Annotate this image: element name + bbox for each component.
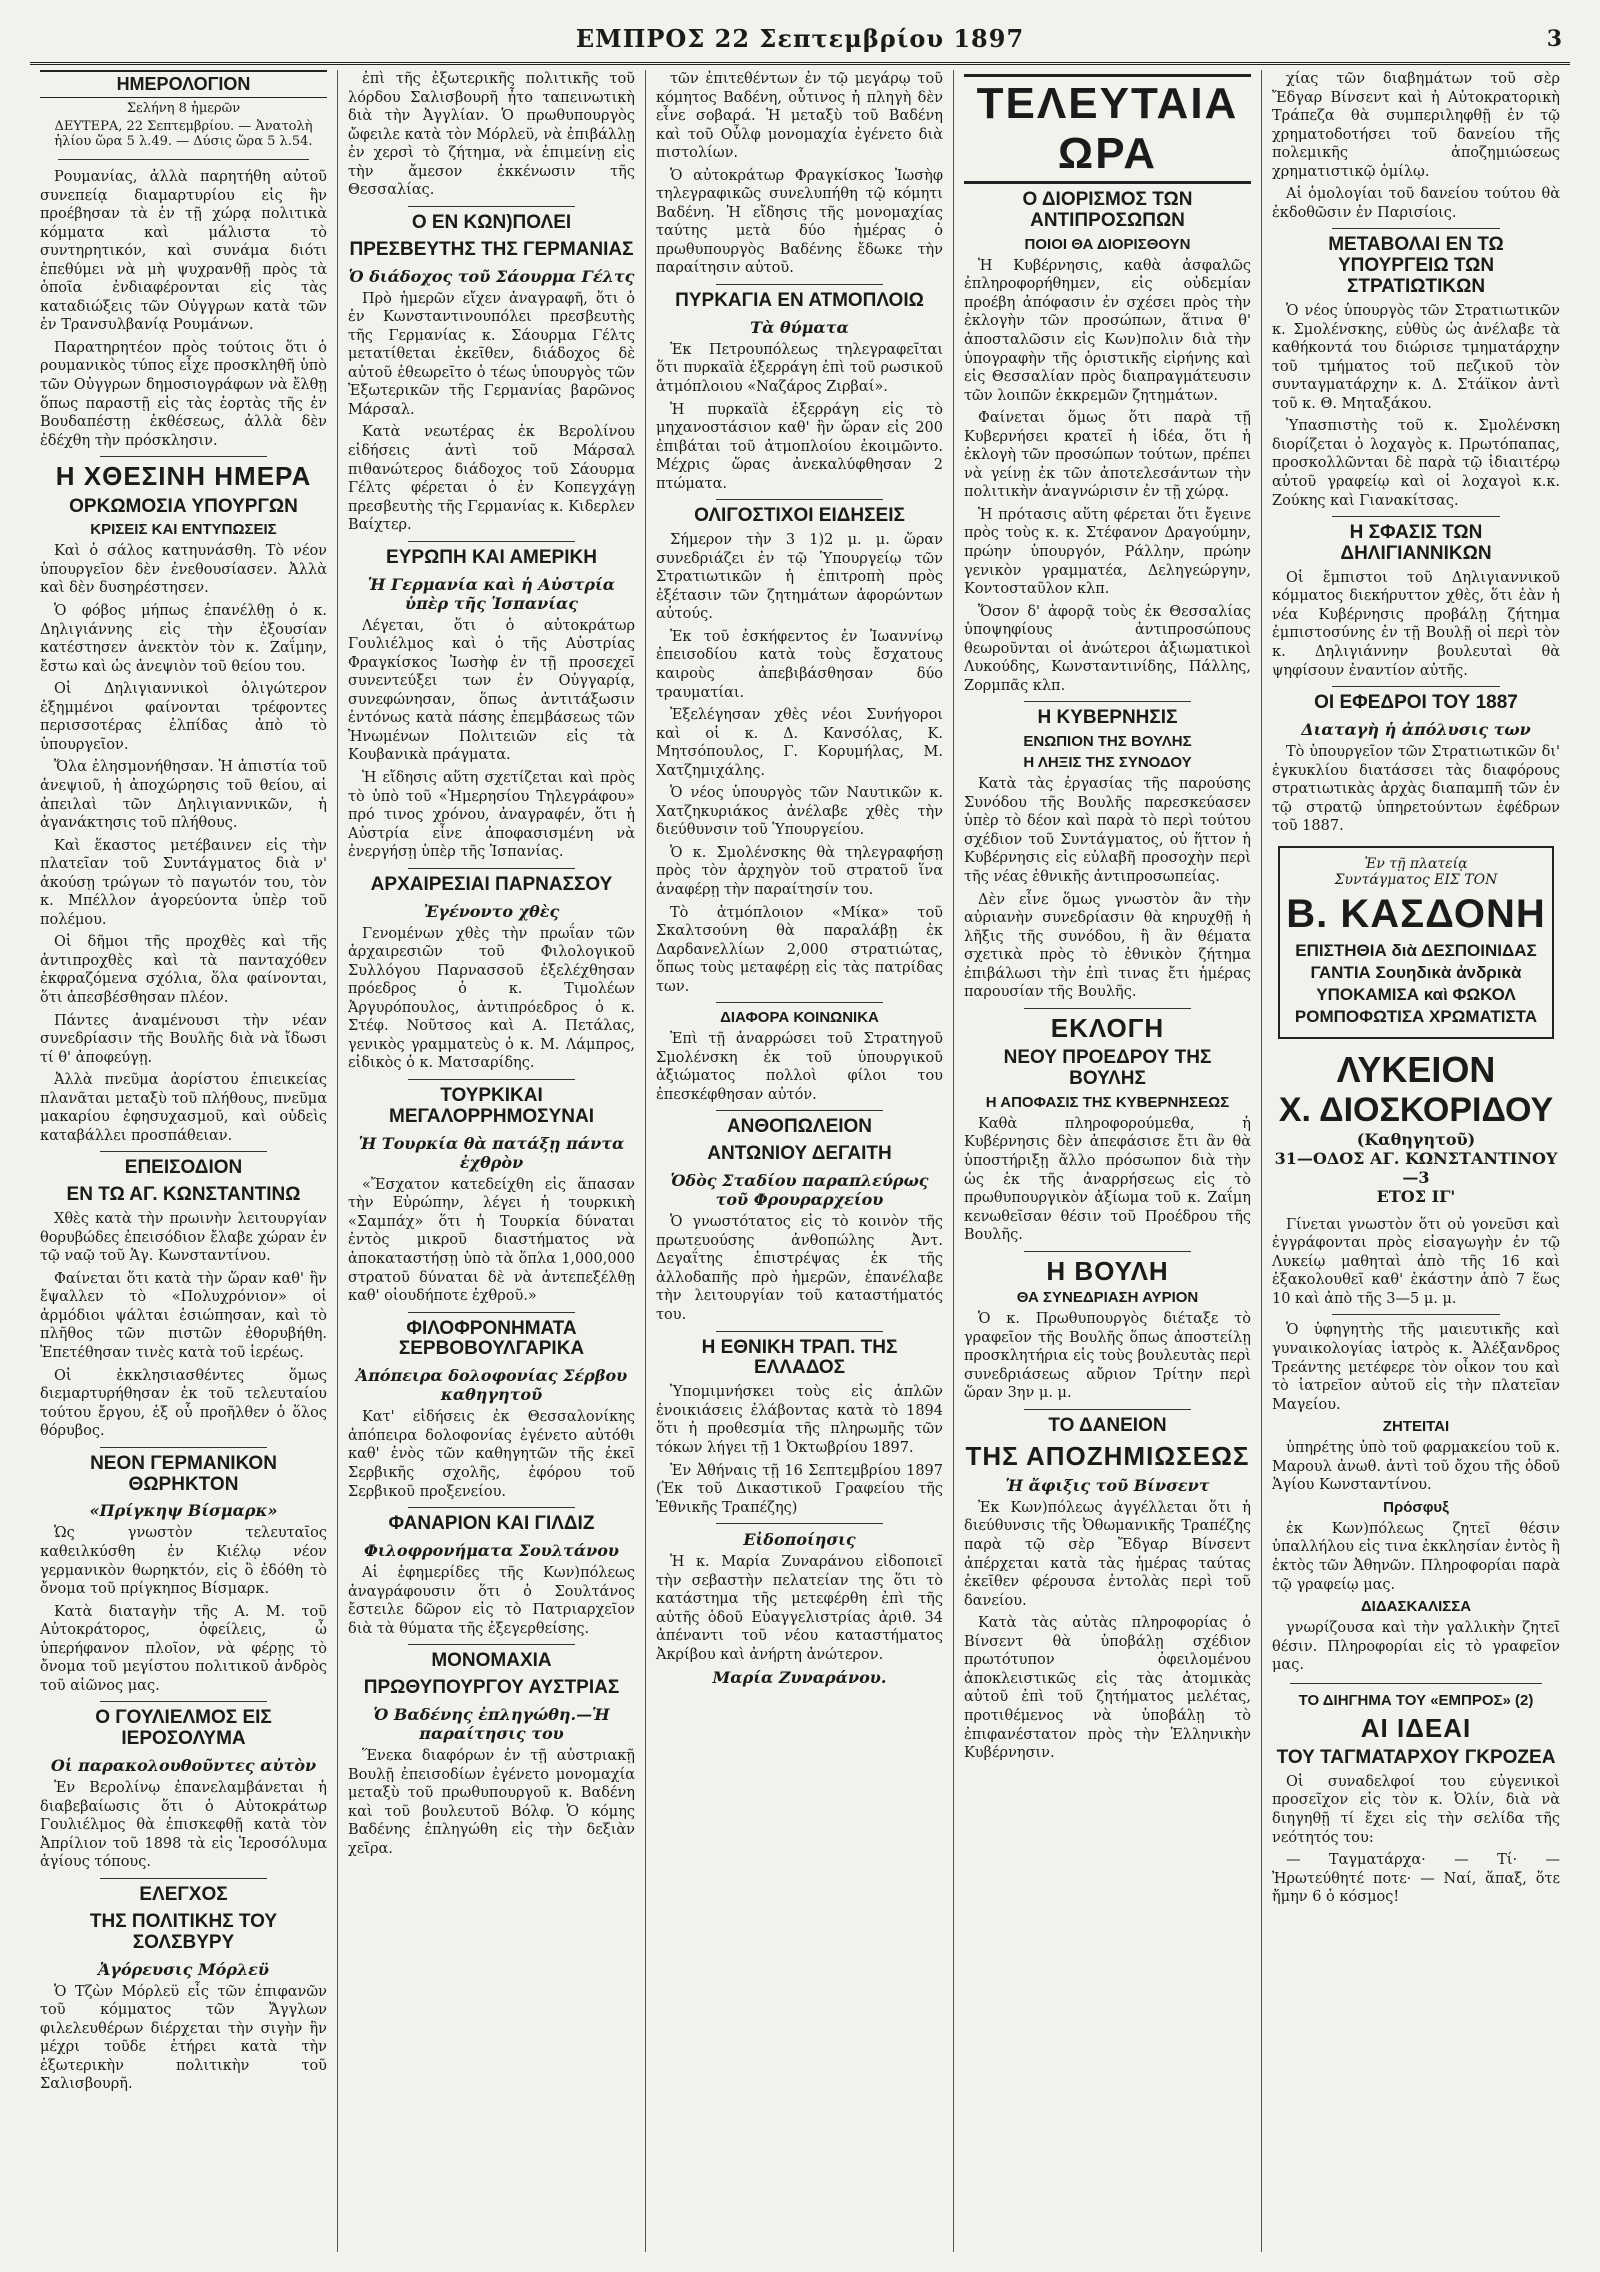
subhead-thymata: Τὰ θύματα — [750, 317, 849, 337]
article-text: Ἡ Κυβέρνησις, καθὰ ἀσφαλῶς ἐπληροφορήθημεν, εἰς οὐδεμίαν προέβη ἀπόφασιν ἐν σχέσει πρὸς τὴν ἐκλογὴν τῶν προσώπων, ἅτινα θ' ἀποσταλῶσιν εἰς Κων)πολιν διὰ τὴν ὑπογραφὴν τῆς ὁριστικῆς εἰρήνης καὶ εἰς Θεσσαλίαν πρὸς διαπραγμάτευσιν τῶν λοιπῶν ἐκκρεμῶν ζητημάτων. — [964, 257, 1251, 404]
headline-prothyp-aust: ΠΡΩΘΥΠΟΥΡΓΟΥ ΑΥΣΤΡΙΑΣ — [363, 1677, 620, 1699]
article-text: τῶν ἐπιτεθέντων ἐν τῷ μεγάρῳ τοῦ κόμητος Βαδένη, οὗτινος ἡ πληγὴ δὲν εἶνε σοβαρά. Ἡ μεταξὺ τοῦ Βαδένη καὶ τοῦ Οὗλφ μονομαχία ἐγένετο διὰ πιστολίων. — [656, 71, 943, 162]
divider — [716, 1002, 883, 1003]
subhead-synedriasi: ΘΑ ΣΥΝΕΔΡΙΑΣΗ ΑΥΡΙΟΝ — [1016, 1289, 1199, 1307]
headline-filofron: ΦΙΛΟΦΡΟΝΗΜΑΤΑ ΣΕΡΒΟΒΟΥΛΓΑΡΙΚΑ — [398, 1317, 585, 1360]
headline-teleftaia-ora: ΤΕΛΕΥΤΑΙΑ ΩΡΑ — [964, 74, 1251, 184]
article-text: Παρατηρητέον πρὸς τούτοις ὅτι ὁ ρουμανικὸς τύπος εἶχε προσκληθῆ ὑπὸ τῶν Οὐγγρων δημοσιογράφων νὰ ἔλθῃ ὅπως παραστῇ εἰς τὰς ἑορτὰς τῆς ἐν Βουδαπέστῃ ἐκθέσεως, ἀλλὰ δὲν ἐδέχθη τὴν πρόσκλησιν. — [40, 339, 327, 449]
article-text: Αἱ ὁμολογίαι τοῦ δανείου τούτου θὰ ἐκδοθῶσιν ἐν Παρισίοις. — [1272, 186, 1560, 221]
article-text: Ἡ κ. Μαρία Ζυναράνου εἰδοποιεῖ τὴν σεβαστὴν πελατείαν της ὅτι τὸ κατάστημα τῆς μετεφέρθη ἐπὶ τῆς αὐτῆς ὁδοῦ Εὐαγγελιστρίας ἀριθ. 34 ἀπέναντι τοῦ νέου καταστήματος Ἀκρίβου καὶ ἀνήρτη ἀνώτερον. — [656, 1554, 943, 1663]
article-text: Γίνεται γνωστὸν ὅτι οὐ γονεῦσι καὶ ἐγγράφονται πρὸς εἰσαγωγὴν ἐν τῷ Λυκείῳ μαθηταὶ ἀπὸ τῆς 16 καὶ ἐξακολουθεῖ καθ' ἑκάστην ἀπὸ 7 ἕως 10 καὶ ἀπὸ τῆς 3—5 μ. μ. — [1272, 1216, 1560, 1307]
article-text: Χθὲς κατὰ τὴν πρωινὴν λειτουργίαν θορυβώδες ἐπεισόδιον ἔλαβε χώραν ἐν τῷ ναῷ τοῦ Ἁγ. Κωνσταντίνου. — [40, 1211, 327, 1265]
subhead-poioi: ΠΟΙΟΙ ΘΑ ΔΙΟΡΙΣΘΟΥΝ — [1024, 235, 1191, 253]
subhead-afixis: Ἡ ἄφιξις τοῦ Βίνσεντ — [1005, 1475, 1210, 1495]
divider — [1024, 1008, 1191, 1009]
column-2 — [338, 70, 646, 2252]
subhead-germania-austria: Ἡ Γερμανία καὶ ἡ Αὐστρία ὑπὲρ τῆς Ἱσπανίας — [367, 574, 616, 613]
article-text: Ὑπασπιστὴς τοῦ κ. Σμολένσκη διορίζεται ὁ λοχαγὸς κ. Πρωτόπαπας, προσκολλῶνται δὲ παρὰ τῷ ἰδιαιτέρῳ αὐτοῦ γραφείῳ καὶ οἱ λοχαγοὶ κ.κ. Ζούκης καὶ Γιανακίτσας. — [1272, 418, 1560, 509]
divider — [58, 159, 309, 160]
divider — [1332, 686, 1500, 687]
ad-top-line: Ἐν τῇ πλατείᾳ — [1364, 855, 1468, 872]
lyceum-title: ΛΥΚΕΙΟΝ — [1336, 1048, 1496, 1090]
article-text: Ὁ κ. Σμολένσκης θὰ τηλεγραφήσῃ πρὸς τὸν ἀρχηγὸν τοῦ στρατοῦ ἵνα ἀναφέρῃ τὴν παραίτησίν του. — [656, 844, 943, 899]
subhead-saourma: Ὁ διάδοχος τοῦ Σάουρμα Γέλτς — [348, 266, 635, 286]
article-text: γνωρίζουσα καὶ τὴν γαλλικὴν ζητεῖ θέσιν. Πληροφορίαι εἰς τὸ γραφεῖον μας. — [1272, 1620, 1560, 1674]
headline-monomaxia: ΜΟΝΟΜΑΧΙΑ — [431, 1650, 552, 1672]
divider — [1024, 701, 1191, 702]
article-text: Ἐν Βερολίνῳ ἐπανελαμβάνεται ἡ διαβεβαίωσις ὅτι ὁ Αὐτοκράτωρ Γουλιέλμος θὰ ἐπισκεφθῇ κατὰ τὸν Ἀπρίλιον τοῦ 1898 τὰ εἰς Ἱεροσόλυμα ἁγίους τόπους. — [40, 1780, 327, 1871]
advertisement-kasdoni — [1278, 846, 1554, 1039]
signature: Μαρία Ζυναράνου. — [712, 1668, 887, 1688]
divider — [408, 1079, 575, 1080]
article-text: Ὁ φόβος μήπως ἐπανέλθῃ ὁ κ. Δηλιγιάννης εἰς τὴν ἐξουσίαν κατέστησεν ἀνεκτὸν τὸν κ. Ζαΐμην, ἔστω καὶ ὡς ἀνεψιὸν τοῦ θείου του. — [40, 603, 327, 675]
article-text: Ἐκ Κων)πόλεως ἀγγέλλεται ὅτι ἡ διεύθυνσις τῆς Ὀθωμανικῆς Τραπέζης παρὰ τῷ σὲρ Ἔδγαρ Βίνσεντ ἀπέρχεται κατὰ τὰς ἡμέρας ταύτας ἐκεῖθεν φέρουσα ἐντολὰς περὶ τοῦ δανείου. — [964, 1499, 1251, 1609]
headline-vouli: Η ΒΟΥΛΗ — [1046, 1255, 1169, 1286]
ad-line: ΕΠΙΣΤΗΘΙΑ διὰ ΔΕΣΠΟΙΝΙΔΑΣ — [1295, 940, 1537, 960]
headline-epeisodion: ΕΠΕΙΣΟΔΙΟΝ — [124, 1157, 243, 1179]
article-text: Κατὰ διαταγὴν τῆς Α. Μ. τοῦ Αὐτοκράτορος, ὀφείλεις, ὦ ὑπερήφανον πλοῖον, νὰ φέρῃς τὸ ὄνομα τοῦ μεγίστου πολιτικοῦ ἀνδρὸς τοῦ αἰῶνος μας. — [40, 1603, 327, 1694]
masthead — [30, 22, 1570, 65]
article-text: Ἡ εἴδησις αὕτη σχετίζεται καὶ πρὸς τὸ ὑπὸ τοῦ «Ἡμερησίου Τηλεγράφου» πρό τινος χρόνου, ἀναγραφέν, ὅτι ἡ Αὐστρία εἶνε ἀποφασισμένη νὰ ἐνεργήσῃ ὑπὲρ τῆς Ἱσπανίας. — [348, 769, 635, 861]
article-text: Τὸ ἀτμόπλοιον «Μίκα» τοῦ Σκαλτσούνη θὰ παραλάβῃ ἐκ Δαρδανελλίων 2,000 στρατιώτας, ὅπως τοὺς μεταφέρῃ εἰς τὰς πατρίδας των. — [656, 904, 943, 995]
divider — [716, 1331, 883, 1332]
headline-kpolei: Ο ΕΝ ΚΩΝ)ΠΟΛΕΙ — [411, 211, 572, 233]
headline-diafora: ΔΙΑΦΟΡΑ ΚΟΙΝΩΝΙΚΑ — [720, 1009, 879, 1027]
columns — [30, 70, 1570, 2252]
divider — [716, 499, 883, 500]
ephemerologion-title: ΗΜΕΡΟΛΟΓΙΟΝ — [40, 70, 327, 98]
headline-evropi: ΕΥΡΩΠΗ ΚΑΙ ΑΜΕΡΙΚΗ — [386, 546, 597, 568]
article-text: Οἱ ἐκκλησιασθέντες ὅμως διεμαρτυρήθησαν ἐκ τοῦ τελευταίου τούτου ἔργου, ἐξ οὗ προῆλθεν ὁ ὅλος θόρυβος. — [40, 1367, 327, 1440]
headline-antoniou: ΑΝΤΩΝΙΟΥ ΔΕΓΑΙΤΗ — [707, 1143, 892, 1165]
headline-solsbury: ΤΗΣ ΠΟΛΙΤΙΚΗΣ ΤΟΥ ΣΟΛΣΒΥΡΥ — [89, 1910, 278, 1953]
headline-elegxos: ΕΛΕΓΧΟΣ — [139, 1883, 228, 1905]
subhead-kriseis: ΚΡΙΣΕΙΣ ΚΑΙ ΕΝΤΥΠΩΣΕΙΣ — [90, 521, 277, 539]
article-text: Φαίνεται ὅτι κατὰ τὴν ὥραν καθ' ἣν ἔψαλλεν τὸ «Πολυχρόνιον» οἱ ἁρμόδιοι ψάλται ἐσιώπησαν, καὶ τὸ πλῆθος τῶν πιστῶν ἐθορυβήθη. Ἐπετέθησαν τινὲς κατὰ τοῦ ἱερέως. — [40, 1270, 327, 1361]
ad-shop-name: Β. ΚΑΣΔΟΝΗ — [1286, 891, 1546, 936]
article-text: Κατ' εἰδήσεις ἐκ Θεσσαλονίκης ἀπόπειρα δολοφονίας ἐγένετο αὐτόθι καθ' ἑνὸς τῶν καθηγητῶν τῆς ἐκεῖ Σερβικῆς σχολῆς, ἐφόρου τοῦ Σερβικοῦ προξενείου. — [348, 1409, 635, 1500]
masthead-date: ΕΜΠΡΟΣ 22 Σεπτεμβρίου 1897 — [575, 24, 1025, 53]
headline-eidopoiisis: Εἰδοποίησις — [743, 1530, 856, 1550]
ad-line: ΥΠΟΚΑΜΙΣΑ καὶ ΦΩΚΟΛ — [1316, 984, 1516, 1004]
moon-line: Σελήνη 8 ἡμερῶν — [126, 101, 241, 116]
article-text: Ὁ νέος ὑπουργὸς τῶν Ναυτικῶν κ. Χατζηκυριάκος ἀνέλαβε χθὲς τὴν διεύθυνσιν τοῦ Ὑπουργείου. — [656, 785, 943, 839]
lyceum-year: ΕΤΟΣ ΙΓ' — [1376, 1186, 1456, 1206]
divider — [408, 541, 575, 542]
divider — [1290, 1683, 1542, 1684]
subhead-diataxi: Διαταγὴ ἡ ἀπόλυσις των — [1301, 720, 1531, 740]
divider — [100, 1701, 267, 1702]
divider — [1332, 516, 1500, 517]
article-text: Καὶ ἕκαστος μετέβαινεν εἰς τὴν πλατεῖαν τοῦ Συντάγματος διὰ ν' ἀκούσῃ τρώγων τὸ παγωτόν του, τὸν κ. Μπέλλον ἀγορεύοντα ὑπὲρ τοῦ πολέμου. — [40, 837, 327, 928]
article-text: Ἕνεκα διαφόρων ἐν τῇ αὐστριακῇ Βουλῇ ἐπεισοδίων ἐγένετο μονομαχία μεταξὺ τοῦ πρωθυπουργοῦ κ. Βαδένη καὶ τοῦ βουλευτοῦ Βόλφ. Ὁ κόμης Βαδένης ἐπληγώθη εἰς τὴν δεξιὰν χεῖρα. — [348, 1747, 635, 1857]
article-text: Κατὰ τὰς ἐργασίας τῆς παρούσης Συνόδου τῆς Βουλῆς παρεσκεύασεν ὑπὲρ τὸ δέον καὶ παρὰ τὸ περὶ τούτου σχέδιον τοῦ Συντάγματος, οὐ ἥττον ἡ Κυβέρνησις εἰς εὐλαβῆ προσοχὴν περὶ τῆς νέας ἐθνικῆς ἀντιπροσωπείας. — [964, 776, 1251, 885]
ad-top-line-2: Συντάγματος ΕΙΣ ΤΟΝ — [1334, 871, 1498, 888]
subhead-egenonto: Ἐγένοντο χθὲς — [423, 901, 560, 921]
divider — [1332, 228, 1500, 229]
article-text: Ὁ κ. Πρωθυπουργὸς διέταξε τὸ γραφεῖον τῆς Βουλῆς ὅπως ἀποστείλῃ προσκλητήρια εἰς τοὺς βουλευτὰς περὶ συνεδριάσεως αὔριον Τρίτην περὶ ὥραν 3ην μ. μ. — [964, 1311, 1251, 1402]
divider — [100, 1447, 267, 1448]
article-text: Ὅλα ἐλησμονήθησαν. Ἡ ἀπιστία τοῦ ἀνεψιοῦ, ἡ ἀποχώρησις τοῦ θείου, αἱ ἀπειλαὶ τῶν Δηλιγιαννικῶν, ἡ ἀγανάκτησις τοῦ πλήθους. — [40, 759, 327, 832]
article-text: Καθὰ πληροφορούμεθα, ἡ Κυβέρνησις δὲν ἀπεφάσισε ἔτι ἂν θὰ ὑποστήριξῃ ἄλλο πρόσωπον διὰ τὴν ὡς ἐκ τῆς ἀναρρήσεως εἰς τὸ πρωθυπουργικὸν ἀξίωμα τοῦ κ. Ζαΐμη κενωθεῖσαν θέσιν τοῦ Προέδρου τῆς Βουλῆς. — [964, 1115, 1251, 1244]
article-text: Κατὰ τὰς αὐτὰς πληροφορίας ὁ Βίνσεντ θὰ ὑποβάλῃ σχέδιον πρωτότυπον ὀφειλομένου ἀποκλειστικῶς εἰς τὰς ἀτομικὰς αὐτοῦ ἐπὶ τοῦ ζητήματος μελέτας, προτιθέμενος νὰ ὑποβάλῃ τὸ ἐπιφανέστατον πρὸς τὴν Ἑλληνικὴν Κυβέρνησιν. — [964, 1615, 1251, 1762]
article-text: Σήμερον τὴν 3 1)2 μ. μ. ὥραν συνεδριάζει ἐν τῷ Ὑπουργείῳ τῶν Στρατιωτικῶν ἡ ἐπιτροπὴ πρὸς ἐξέτασιν τῶν ζητημάτων ἀφορώντων αὐτούς. — [656, 532, 943, 623]
article-text: Φαίνεται ὅμως ὅτι παρὰ τῇ Κυβερνήσει κρατεῖ ἡ ἰδέα, ὅτι ἡ ἐκλογὴ τῶν προσώπων τούτων, πρέπει νὰ γείνῃ ἐκ τῶν ἀποτελεσάντων τὴν πολιτικὴν ἀναγνώρισιν ἐν τῇ χώρᾳ. — [964, 410, 1251, 501]
article-text: Ἡ πυρκαϊὰ ἐξερράγη εἰς τὸ μηχανοστάσιον καθ' ἣν ὥραν εἰς 200 ἐπιβάται τοῦ ἀτμοπλοίου ἐκοιμῶντο. Μέχρις ὥρας ἀνεκαλύφθησαν 2 πτώματα. — [656, 401, 943, 492]
article-text: Ἐκ Πετρουπόλεως τηλεγραφεῖται ὅτι πυρκαϊὰ ἐξερράγη ἐπὶ τοῦ ρωσικοῦ ἀτμόπλοιου «Ναζάρος Ζιρβαί». — [656, 341, 943, 395]
subhead-bismarck: «Πρίγκηψ Βίσμαρκ» — [89, 1501, 278, 1521]
headline-prosfyx: Πρόσφυξ — [1383, 1498, 1449, 1516]
subhead-parakolouth: Οἱ παρακολουθοῦντες αὐτὸν — [50, 1756, 317, 1776]
headline-diorismos: Ο ΔΙΟΡΙΣΜΟΣ ΤΩΝ ΑΝΤΙΠΡΟΣΩΠΩΝ — [1022, 189, 1193, 231]
divider — [408, 1312, 575, 1313]
article-text: Οἱ δῆμοι τῆς προχθὲς καὶ τῆς ἀντιπροχθὲς καὶ τὰ πανταχόθεν ἐκφραζόμενα σχόλια, ὅλα φαίνονται, ὅτι ἀπεσβέσθησαν πλέον. — [40, 934, 327, 1006]
article-text: Πάντες ἀναμένουσι τὴν νέαν συνεδρίασιν τῆς Βουλῆς διὰ νὰ ἴδωσι τί θ' ἀποφεύγῃ. — [40, 1012, 327, 1066]
article-text: Ρουμανίας, ἀλλὰ παρητήθη αὐτοῦ συνεπείᾳ διαμαρτυρίου εἰς ἣν προέβησαν τὰ ἐν τῇ χώρᾳ πολιτικὰ κόμματα καὶ μάλιστα τὸ συντηρητικόν, καὶ συνάμα διότι ἐπεθύμει νὰ μὴ ψυχρανθῇ πρὸς τὰ ὁποῖα ἐνδιαφέρονται εἰς τὰς καταδιώξεις τῶν Οὐγγρων κατὰ τῶν ἐν Τρανσυλβανίᾳ Ρουμάνων. — [40, 169, 327, 334]
article-text: Ἐκ τοῦ ἐσκήφεντος ἐν Ἰωαννίνῳ ἐπεισοδίου κατὰ τοὺς ἔσχατους καιροὺς ἀπεβιβάσθησαν δύο τραυματίαι. — [656, 628, 943, 701]
ad-line: ΓΑΝΤΙΑ Σουηδικὰ ἀνδρικὰ — [1310, 962, 1522, 982]
divider — [1024, 1409, 1191, 1410]
article-text: Οἱ συναδελφοί του εὐγενικοὶ προσεῖχον εἰς τὸν κ. Ὀλίν, διὰ νὰ διηγηθῇ τί ἔχει εἰς τὴν σελίδα τῆς νεότητός του: — [1272, 1773, 1560, 1846]
subhead-lixis: Η ΛΗΞΙΣ ΤΗΣ ΣΥΝΟΔΟΥ — [1023, 754, 1192, 772]
headline-ag-konstantino: ΕΝ ΤΩ ΑΓ. ΚΩΝΣΤΑΝΤΙΝΩ — [66, 1184, 301, 1206]
article-text: Ὡς γνωστὸν τελευταῖος καθειλκύσθη ἐν Κιέλῳ νέον γερμανικὸν θωρηκτόν, εἰς ὃ ἐδόθη τὸ ὄνομα τοῦ πρίγκηπος Βίσμαρκ. — [40, 1525, 327, 1598]
subhead-badeni: Ὁ Βαδένης ἐπληγώθη.—Ἡ παραίτησις του — [373, 1704, 610, 1743]
headline-zitite: ΖΗΤΕΙΤΑΙ — [1382, 1418, 1450, 1436]
column-4 — [954, 70, 1262, 2252]
headline-apozimioseos: ΤΗΣ ΑΠΟΖΗΜΙΩΣΕΩΣ — [965, 1440, 1250, 1471]
sun-line: ΔΕΥΤΕΡΑ, 22 Σεπτεμβρίου. — Ἀνατολὴ ἡλίου ὥρα 5 λ.49. — Δύσις ὥρα 5 λ.54. — [54, 119, 313, 149]
headline-anthopoleion: ΑΝΘΟΠΩΛΕΙΟΝ — [726, 1116, 873, 1138]
article-text: χίας τῶν διαβημάτων τοῦ σὲρ Ἔδγαρ Βίνσεντ καὶ ἡ Αὐτοκρατορικὴ Τράπεζα θὰ συμπεριληφθῇ ἐν τῷ χρηματοδοτήσει τοῦ δανείου τῆς πολεμικῆς ἀποζημιώσεως χρηματιστικῷ ὁμίλῳ. — [1272, 71, 1560, 180]
divider — [408, 1644, 575, 1645]
lyceum-name: Χ. ΔΙΟΣΚΟΡΙΔΟΥ — [1278, 1090, 1554, 1129]
article-text: Ἐξελέγησαν χθὲς νέοι Συνήγοροι καὶ οἱ κ. Δ. Κανσόλας, Κ. Μητσόπουλος, Γ. Κορυμήλας, Μ. Χατζημιχάλης. — [656, 707, 943, 779]
headline-proedrou: ΝΕΟΥ ΠΡΟΕΔΡΟΥ ΤΗΣ ΒΟΥΛΗΣ — [1003, 1047, 1212, 1089]
article-text: Ὁ αὐτοκράτωρ Φραγκίσκος Ἰωσὴφ τηλεγραφικῶς συνελυπήθη τῷ κόμητι Βαδένη. Ἡ εἴδησις τῆς μονομαχίας ταύτης μετὰ δύο ἡμέρας ὁ πρωθυπουργὸς Βαδένης ἔδωκε τὴν παραίτησιν αὐτοῦ. — [656, 167, 943, 277]
divider — [100, 1878, 267, 1879]
headline-tourkikai: ΤΟΥΡΚΙΚΑΙ ΜΕΓΑΛΟΡΡΗΜΟΣΥΝΑΙ — [389, 1084, 594, 1127]
article-text: Δὲν εἶνε ὅμως γνωστὸν ἂν τὴν αὐριανὴν συνεδρίασιν θὰ κηρυχθῇ ἡ λῆξις τῆς συνόδου, ἢ ἂν θέματα σχετικὰ πρὸς τὸ ἐθνικὸν ζήτημα ἐπιβάλωσι τὴν ἐπὶ τινας ἔτι ἡμέρας παρουσίαν τῆς Βουλῆς. — [964, 891, 1251, 1001]
headline-germanikon: ΝΕΟΝ ΓΕΡΜΑΝΙΚΟΝ ΘΩΡΗΚΤΟΝ — [90, 1452, 277, 1495]
headline-sfasis: Η ΣΦΑΣΙΣ ΤΩΝ ΔΗΛΙΓΙΑΝΝΙΚΩΝ — [1340, 522, 1492, 564]
subhead-patassi: Ἡ Τουρκία θὰ πατάξῃ πάντα ἐχθρὸν — [358, 1133, 625, 1172]
subhead-enopion: ΕΝΩΠΙΟΝ ΤΗΣ ΒΟΥΛΗΣ — [1023, 733, 1192, 751]
article-text: Γενομένων χθὲς τὴν πρωΐαν τῶν ἀρχαιρεσιῶν τοῦ Φιλολογικοῦ Συλλόγου Παρνασσοῦ ἐξελέχθησαν πρόεδρος ὁ κ. Τιμολέων Ἀργυρόπουλος, ἀντιπρόεδρος ὁ κ. Στέφ. Νοῦτσος καὶ Α. Πετάλας, γενικὸς γραμματεὺς ὁ κ. Μ. Λάμπρος, εἰδικὸς ὁ κ. Ματσαρίδης. — [348, 925, 635, 1072]
divider — [408, 868, 575, 869]
subhead-morley: Ἀγόρευσις Μόρλεϋ — [97, 1959, 270, 1979]
lyceum-notice — [1272, 1049, 1560, 1206]
divider — [716, 284, 883, 285]
article-text: Λέγεται, ὅτι ὁ αὐτοκράτωρ Γουλιέλμος καὶ ὁ τῆς Αὐστρίας Φραγκίσκος Ἰωσὴφ ἐν τῇ προσεχεῖ συνεντεύξει των ἐν Οὐγγαρίᾳ, συνεφώνησαν, ὅπως ἀντιτάξωσιν ἐντόνως κατὰ πάσης ἐπεμβάσεως τῶν Ἡνωμένων Πολιτειῶν εἰς τὰ Κουβανικὰ πράγματα. — [348, 617, 635, 764]
lyceum-address: 31—ΟΔΟΣ ΑΓ. ΚΩΝΣΤΑΝΤΙΝΟΥ—3 — [1274, 1148, 1558, 1187]
headline-presvytis: ΠΡΕΣΒΕΥΤΗΣ ΤΗΣ ΓΕΡΜΑΝΙΑΣ — [349, 238, 634, 260]
article-text: Καὶ ὁ σάλος κατηυνάσθη. Τὸ νέον ὑπουργεῖον δὲν ἐνεθουσίασεν. Ἀλλὰ καὶ δὲν δυσηρέστησεν. — [40, 543, 327, 597]
article-text: Κατὰ νεωτέρας ἐκ Βερολίνου εἰδήσεις ἀντὶ τοῦ Μάρσαλ πιθανώτερος διάδοχος τοῦ Σάουρμα Γέλτς φέρεται ὁ ἐν Κοπεγχάγῃ πρεσβευτὴς τῆς Γερμανίας κ. Κιδερλεν Βαίχτερ. — [348, 424, 635, 534]
article-text: Ὑπομιμνήσκει τοὺς εἰς ἀπλῶν ἐνοικιάσεις ἐλάβοντας κατὰ τὸ 1894 ὅτι ἡ προθεσμία τῆς πληρωμῆς τῶν τόκων λήγει τῇ 1 Ὀκτωβρίου 1897. — [656, 1384, 943, 1456]
article-text: — Ταγματάρχα· — Τί· — Ἠρωτεύθητέ ποτε· — Ναί, ἅπαξ, ὅτε ἤμην 6 ὁ κόσμος! — [1272, 1852, 1560, 1906]
page-number: 3 — [1546, 26, 1562, 52]
article-text: ἐπὶ τῆς ἐξωτερικῆς πολιτικῆς τοῦ λόρδου Σαλισβουρῆ ἦτο ταπεινωτικὴ διὰ τὴν Ἀγγλίαν. Ὁ πρωθυπουργὸς ὤφειλε κατὰ τὸν Μόρλεϋ, νὰ ἐπιβάλλῃ ἐν χερσὶ τὸ ζήτημα, νὰ ἐπιμείνῃ εἰς τὴν ἄμεσον ἐκκένωσιν τῆς Θεσσαλίας. — [348, 71, 635, 199]
headline-metavolai: ΜΕΤΑΒΟΛΑΙ ΕΝ ΤΩ ΥΠΟΥΡΓΕΙΩ ΤΩΝ ΣΤΡΑΤΙΩΤΙΚΩΝ — [1328, 234, 1504, 298]
headline-fanarion: ΦΑΝΑΡΙΟΝ ΚΑΙ ΓΙΛΔΙΖ — [388, 1513, 595, 1535]
article-text: Ὁ γνωστότατος εἰς τὸ κοινὸν τῆς πρωτευούσης ἀνθοπώλης Ἀντ. Δεγαΐτης ἐπιστρέψας ἐκ τῆς ἀλλοδαπῆς πρὸ ἡμερῶν, ἐπανέλαβε τὴν λειτουργίαν τοῦ καταστήματός του. — [656, 1214, 943, 1323]
subhead-odos: Ὁδὸς Σταδίου παραπλεύρως τοῦ Φρουραρχείου — [670, 1171, 929, 1210]
article-text: Οἱ Δηλιγιαννικοὶ ὀλιγώτερον ἐξημμένοι φαίνονται τρέφοντες περισσοτέρας ἐλπίδας ἀπὸ τὸ ὑπουργεῖον. — [40, 681, 327, 753]
lyceum-subtitle: (Καθηγητοῦ) — [1356, 1129, 1476, 1149]
subhead-apofasis: Η ΑΠΟΦΑΣΙΣ ΤΗΣ ΚΥΒΕΡΝΗΣΕΩΣ — [985, 1093, 1230, 1111]
divider — [716, 1523, 883, 1524]
article-text: Αἱ ἐφημερίδες τῆς Κων)πόλεως ἀναγράφουσιν ὅτι ὁ Σουλτάνος ἔστειλε δῶρον εἰς τὸ Πατριαρχεῖον διὰ τὰ θύματα τῆς ἐξεγερθείσης. — [348, 1565, 635, 1637]
subhead-apopeira: Ἀπόπειρα δολοφονίας Σέρβου καθηγητοῦ — [355, 1366, 628, 1405]
article-text: ὑπηρέτης ὑπὸ τοῦ φαρμακείου τοῦ κ. Μαρουλ ἀνωθ. ἀντὶ τοῦ ὄχου τῆς ὁδοῦ Ἁγίου Κωνσταντίνου. — [1272, 1440, 1560, 1494]
divider — [1332, 1314, 1500, 1315]
divider — [100, 456, 267, 457]
column-3 — [646, 70, 954, 2252]
headline-ai-ideai: ΑΙ ΙΔΕΑΙ — [1360, 1712, 1472, 1743]
article-text: Ὁ ὑφηγητὴς τῆς μαιευτικῆς καὶ γυναικολογίας ἰατρὸς κ. Ἀλέξανδρος Τρεάντης μετέφερε τὸν οἶκον του καὶ τὸ ἰατρεῖον αὐτοῦ εἰς τὴν πλατεῖαν Μαγείου. — [1272, 1322, 1560, 1413]
subhead-filoprof: Φιλοφρονήματα Σουλτάνου — [363, 1541, 620, 1560]
headline-kyvernisis: Η ΚΥΒΕΡΝΗΣΙΣ — [1037, 707, 1178, 729]
article-text: Ὁ Τζὼν Μόρλεϋ εἷς τῶν ἐπιφανῶν τοῦ κόμματος τῶν Ἄγγλων φιλελευθέρων διέρχεται τὴν σιγὴν ἣν μέχρι τοῦδε ἐτήρει κατὰ τὴν ἐξωτερικὴν πολιτικὴν τοῦ Σαλισβουρῆ. — [40, 1983, 327, 2093]
article-text: Ἐπὶ τῇ ἀναρρώσει τοῦ Στρατηγοῦ Σμολένσκη ἐκ τοῦ ὑπουργικοῦ ἀξιώματος πολλοὶ φίλοι του ἐπεσκέφθησαν αὐτόν. — [656, 1031, 943, 1103]
column-1 — [30, 70, 338, 2252]
headline-efedoi: ΟΙ ΕΦΕΔΡΟΙ ΤΟΥ 1887 — [1314, 692, 1518, 714]
column-5 — [1262, 70, 1570, 2252]
divider — [1024, 1251, 1191, 1252]
headline-ethniki: Η ΕΘΝΙΚΗ ΤΡΑΠ. ΤΗΣ ΕΛΛΑΔΟΣ — [701, 1336, 898, 1379]
article-text: Ἐν Ἀθήναις τῇ 16 Σεπτεμβρίου 1897 (Ἐκ τοῦ Δικαστικοῦ Γραφείου τῆς Ἐθνικῆς Τραπέζης) — [656, 1462, 943, 1516]
headline-oligostixoi: ΟΛΙΓΟΣΤΙΧΟΙ ΕΙΔΗΣΕΙΣ — [694, 505, 905, 527]
article-text: Ἡ πρότασις αὕτη φέρεται ὅτι ἔγεινε πρὸς τοὺς κ. κ. Στέφανον Δραγούμην, πρώην ὑπουργόν, Ράλλην, πρώην γενικὸν γραμματέα, Δεληγεώργην, Κοντοσταῦλον κλπ. — [964, 506, 1251, 598]
divider — [408, 1507, 575, 1508]
article-text: «Ἔσχατον κατεδείχθη εἰς ἅπασαν τὴν Εὐρώπην, λέγει ἡ τουρκικὴ «Σαμπάχ» ὅτι ἡ Τουρκία δύναται ἐντὸς μικροῦ διαστήματος νὰ ἀποκαταστήσῃ ὑπὸ τὰ ὅπλα 1,000,000 στρατοῦ δύναται δὲ νὰ ἀντεπεξέλθῃ καθ' οἱουδήποτε ἐχθροῦ.» — [348, 1176, 635, 1305]
ad-line: ΡΟΜΠΟΦΩΤΙΣΑ ΧΡΩΜΑΤΙΣΤΑ — [1294, 1006, 1538, 1026]
headline-didaskalissa: ΔΙΔΑΣΚΑΛΙΣΣΑ — [1360, 1598, 1472, 1616]
headline-orkomosia: ΟΡΚΩΜΟΣΙΑ ΥΠΟΥΡΓΩΝ — [69, 495, 298, 517]
divider — [716, 1110, 883, 1111]
divider — [100, 1151, 267, 1152]
ephemerologion — [40, 70, 327, 149]
headline-arxairesiai: ΑΡΧΑΙΡΕΣΙΑΙ ΠΑΡΝΑΣΣΟΥ — [370, 873, 613, 895]
headline-diigima: ΤΟ ΔΙΗΓΗΜΑ ΤΟΥ «ΕΜΠΡΟΣ» (2) — [1298, 1691, 1534, 1709]
headline-eklogi: ΕΚΛΟΓΗ — [1050, 1012, 1165, 1043]
headline-daneion: ΤΟ ΔΑΝΕΙΟΝ — [1048, 1414, 1167, 1436]
headline-pyrkagia: ΠΥΡΚΑΓΙΑ ΕΝ ΑΤΜΟΠΛΟΙΩ — [675, 290, 924, 312]
headline-goulielmos: Ο ΓΟΥΛΙΕΛΜΟΣ ΕΙΣ ΙΕΡΟΣΟΛΥΜΑ — [95, 1707, 272, 1750]
article-text: ἐκ Κων)πόλεως ζητεῖ θέσιν ὑπαλλήλου εἰς τινα ἐκκλησίαν ἐντὸς ἢ ἐκτὸς τῶν Ἀθηνῶν. Πληροφορίαι παρὰ τῷ γραφείῳ μας. — [1272, 1520, 1560, 1593]
article-text: Οἱ ἔμπιστοι τοῦ Δηλιγιαννικοῦ κόμματος διεκήρυττον χθὲς, ὅτι ἐὰν ἡ νέα Κυβέρνησις προβάλῃ ζήτημα ἐμπιστοσύνης ἐν τῇ Βουλῇ οἱ περὶ τὸν κ. Δηλιγιάννην βουλευταὶ θὰ ψηφίσουν ἐναντίον αὐτῆς. — [1272, 569, 1560, 679]
headline-grozea: ΤΟΥ ΤΑΓΜΑΤΑΡΧΟΥ ΓΚΡΟΖΕΑ — [1276, 1746, 1556, 1768]
headline-xthesini: Η ΧΘΕΣΙΝΗ ΗΜΕΡΑ — [55, 461, 312, 492]
article-text: Ὅσον δ' ἀφορᾷ τοὺς ἐκ Θεσσαλίας ὑποψηφίους ἀντιπροσώπους θεωροῦνται οἱ ἀνώτεροι ἀξιωματικοὶ Λυκούδης, Κωνσταντινίδης, Πάλλης, Ζορμπᾶς κλπ. — [964, 603, 1251, 694]
article-text: Τὸ ὑπουργεῖον τῶν Στρατιωτικῶν δι' ἐγκυκλίου διατάσσει τὰς διαφόρους στρατιωτικὰς ἀρχὰς διαπαμπῆ τῶν ἐν τῷ στρατῷ ὑπηρετούντων ἐφέδρων τοῦ 1887. — [1272, 744, 1560, 835]
article-text: Ὁ νέος ὑπουργὸς τῶν Στρατιωτικῶν κ. Σμολένσκης, εὐθὺς ὡς ἀνέλαβε τὰ καθήκοντά του διώρισε τμηματάρχην τοῦ τμήματος τοῦ πεζικοῦ τὸν συνταγματάρχην κ. Δ. Στάϊκον ἀντὶ τοῦ κ. Θ. Μηταξάκου. — [1272, 303, 1560, 412]
divider — [408, 206, 575, 207]
article-text: Πρὸ ἡμερῶν εἴχεν ἀναγραφῆ, ὅτι ὁ ἐν Κωνσταντινουπόλει πρεσβευτὴς τῆς Γερμανίας κ. Σάουρμα Γέλτς μετατίθεται ἐκεῖθεν, διάδοχος δὲ αὐτοῦ ἐθεωρεῖτο ὁ τέως ὑπουργὸς τῶν Ἐξωτερικῶν τῆς Γερμανίας βαρῶνος Μάρσαλ. — [348, 290, 635, 418]
article-text: Ἀλλὰ πνεῦμα ἀορίστου ἐπιεικείας πλανᾶται μεταξὺ τοῦ πλήθους, πνεῦμα μακαρίου ἐφησυχασμοῦ, καὶ οὐδεὶς καταβάλλει προσπάθειαν. — [40, 1072, 327, 1144]
